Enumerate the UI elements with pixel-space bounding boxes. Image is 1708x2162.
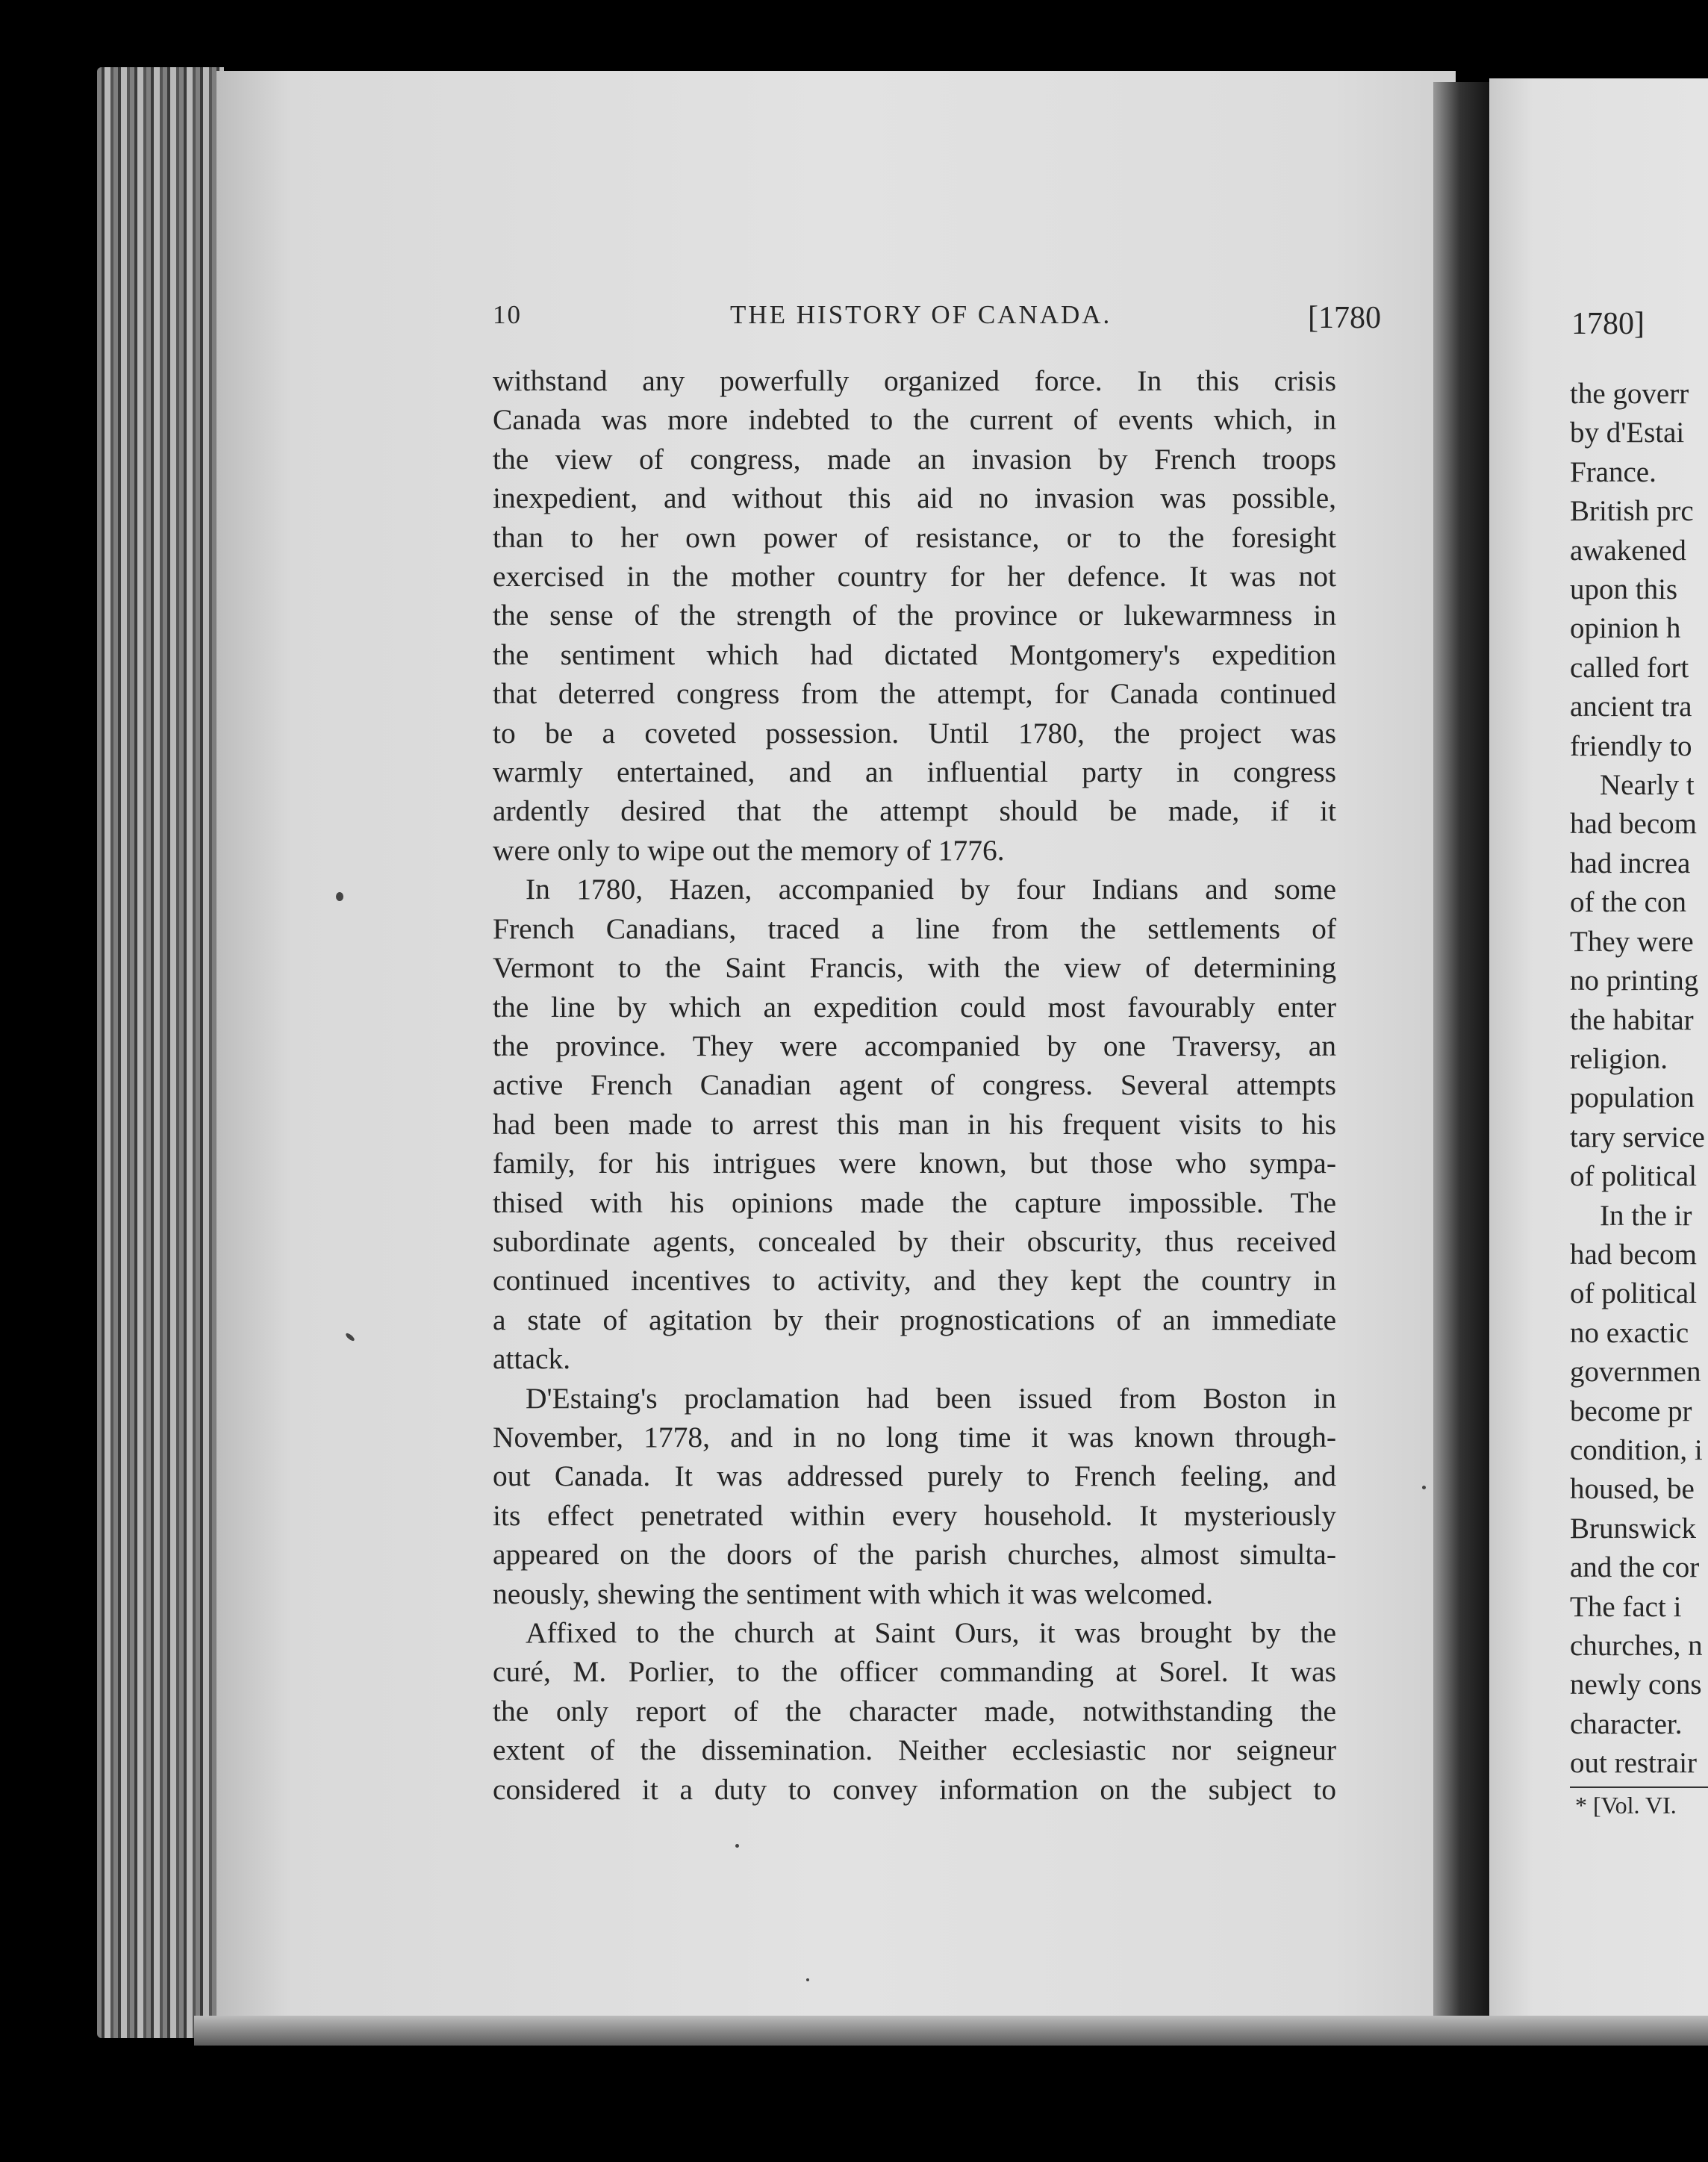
right-page-line: ancient tra xyxy=(1570,691,1692,723)
text-line: attack. xyxy=(493,1342,571,1376)
right-page-line: no exactic xyxy=(1570,1316,1689,1349)
right-page-line: upon this xyxy=(1570,573,1678,606)
right-page-line: character. xyxy=(1570,1707,1683,1740)
right-page-line: out restrair xyxy=(1570,1747,1698,1780)
text-line: the line by which an expedition could most favourably enter xyxy=(493,990,1336,1024)
right-page-line: Nearly t xyxy=(1600,769,1695,802)
text-line: that deterred congress from the attempt, for Canada continued xyxy=(493,677,1336,711)
book-title: THE HISTORY OF CANADA. xyxy=(730,300,1112,329)
right-page-line: by d'Estai xyxy=(1570,417,1685,449)
page-stack-edges xyxy=(97,67,224,2038)
page-bottom-edge xyxy=(194,2016,1708,2046)
right-page-line: religion. xyxy=(1570,1042,1668,1075)
right-page-line: called fort xyxy=(1570,651,1689,684)
right-page-line: of political xyxy=(1570,1160,1698,1193)
text-line: thised with his opinions made the capture impossible. The xyxy=(493,1186,1336,1219)
text-line: active French Canadian agent of congress. Several attempts xyxy=(493,1068,1336,1102)
running-head-year: [1780 xyxy=(1308,301,1381,335)
text-line: French Canadians, traced a line from the settlements of xyxy=(493,912,1336,945)
text-line: warmly entertained, and an influential party in congress xyxy=(493,756,1336,789)
scan-speck xyxy=(735,1844,739,1848)
right-page-line: In the ir xyxy=(1600,1199,1692,1232)
footnote-rule xyxy=(1570,1786,1708,1788)
text-line: the only report of the character made, notwithstanding the xyxy=(493,1694,1336,1728)
right-page-line: and the cor xyxy=(1570,1551,1700,1584)
text-line: extent of the dissemination. Neither ecclesiastic nor seigneur xyxy=(493,1733,1336,1767)
text-line: Affixed to the church at Saint Ours, it was brought by the xyxy=(526,1616,1336,1649)
right-page-line: become pr xyxy=(1570,1395,1692,1427)
right-page-line: awakened xyxy=(1570,534,1686,567)
right-page-line: tary service xyxy=(1570,1121,1705,1153)
right-page-line: no printing xyxy=(1570,965,1699,997)
text-line: its effect penetrated within every household. It mysteriously xyxy=(493,1498,1336,1532)
text-line: the view of congress, made an invasion by French troops xyxy=(493,442,1336,476)
text-line: D'Estaing's proclamation had been issued from Boston in xyxy=(526,1381,1336,1415)
text-line: exercised in the mother country for her defence. It was not xyxy=(493,560,1336,594)
book-gutter xyxy=(1433,82,1493,2038)
running-head xyxy=(493,300,1381,337)
text-line: family, for his intrigues were known, but those who sympa- xyxy=(493,1147,1336,1180)
right-page-line: friendly to xyxy=(1570,729,1692,762)
text-line: curé, M. Porlier, to the officer commanding at Sorel. It was xyxy=(493,1655,1336,1689)
right-page-line: newly cons xyxy=(1570,1669,1702,1701)
text-line: the province. They were accompanied by one Traversy, an xyxy=(493,1029,1336,1062)
text-line: neously, shewing the sentiment with which it was welcomed. xyxy=(493,1577,1214,1610)
page-number: 10 xyxy=(493,300,522,329)
text-line: had been made to arrest this man in his frequent visits to his xyxy=(493,1107,1336,1141)
text-line: considered it a duty to convey information on the subject to xyxy=(493,1772,1336,1806)
right-page-line: had becom xyxy=(1570,808,1698,841)
text-line: November, 1778, and in no long time it was known through- xyxy=(493,1420,1336,1454)
right-page-line: British prc xyxy=(1570,495,1694,528)
right-page-line: had becom xyxy=(1570,1238,1698,1271)
right-page-line: had increa xyxy=(1570,847,1691,879)
body-text xyxy=(493,361,1336,1809)
paragraph xyxy=(493,361,1336,870)
scan-speck xyxy=(336,892,343,901)
text-line: the sentiment which had dictated Montgomery's expedition xyxy=(493,638,1336,671)
scan-speck xyxy=(1422,1486,1426,1489)
text-line: continued incentives to activity, and they kept the country in xyxy=(493,1264,1336,1297)
right-page-line: They were xyxy=(1570,925,1694,958)
right-page-running-head: 1780] xyxy=(1571,307,1645,341)
text-line: Vermont to the Saint Francis, with the view of determining xyxy=(493,951,1336,985)
text-line: a state of agitation by their prognostications of an immediate xyxy=(493,1303,1336,1336)
right-page-line: Brunswick xyxy=(1570,1512,1696,1545)
text-line: were only to wipe out the memory of 1776. xyxy=(493,833,1005,867)
right-page-line: condition, i xyxy=(1570,1433,1703,1466)
right-page-line: France. xyxy=(1570,455,1656,488)
right-page-line: opinion h xyxy=(1570,612,1681,645)
right-page-line: The fact i xyxy=(1570,1590,1682,1623)
paragraph xyxy=(493,870,1336,1378)
right-page-footnote: * [Vol. VI. xyxy=(1575,1792,1677,1819)
text-line: the sense of the strength of the province or lukewarmness in xyxy=(493,599,1336,632)
text-line: out Canada. It was addressed purely to French feeling, and xyxy=(493,1459,1336,1493)
right-page-line: the goverr xyxy=(1570,378,1689,410)
text-line: to be a coveted possession. Until 1780, the project was xyxy=(493,716,1336,750)
right-page-text xyxy=(1570,375,1708,1784)
paragraph xyxy=(493,1613,1336,1809)
paragraph xyxy=(493,1379,1336,1613)
right-page-line: housed, be xyxy=(1570,1473,1695,1506)
right-page-line: churches, n xyxy=(1570,1630,1703,1662)
right-page-line: population xyxy=(1570,1082,1695,1115)
right-page-line: of the con xyxy=(1570,886,1686,919)
right-page-line: of political xyxy=(1570,1277,1698,1310)
text-line: withstand any powerfully organized force. In this crisis xyxy=(493,364,1336,397)
text-line: appeared on the doors of the parish churches, almost simulta- xyxy=(493,1538,1336,1571)
text-line: subordinate agents, concealed by their obscurity, thus received xyxy=(493,1224,1336,1258)
text-line: In 1780, Hazen, accompanied by four Indians and some xyxy=(526,873,1336,906)
right-page-line: governmen xyxy=(1570,1356,1701,1389)
right-page-line: the habitar xyxy=(1570,1003,1694,1036)
text-line: than to her own power of resistance, or to the foresight xyxy=(493,520,1336,554)
text-line: inexpedient, and without this aid no invasion was possible, xyxy=(493,482,1336,515)
text-line: Canada was more indebted to the current of events which, in xyxy=(493,403,1336,437)
text-line: ardently desired that the attempt should be made, if it xyxy=(493,794,1336,828)
scan-speck xyxy=(806,1978,809,1981)
